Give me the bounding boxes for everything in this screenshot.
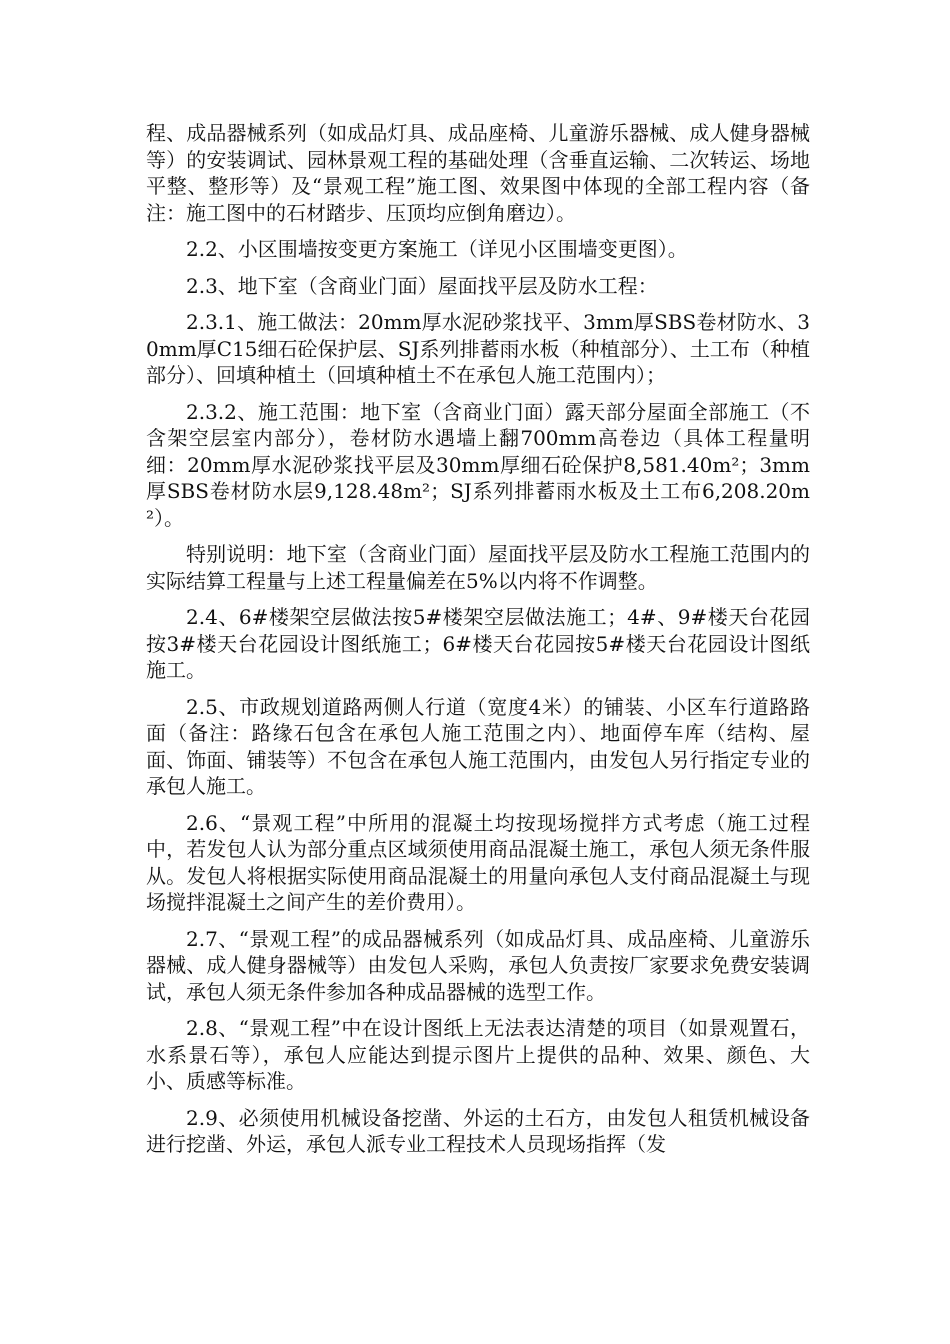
paragraph-2-8: 2.8、“景观工程”中在设计图纸上无法表达清楚的项目（如景观置石，水系景石等），承包人应能达到提示图片上提供的品种、效果、颜色、大小、质感等标准。 <box>146 1016 810 1093</box>
paragraph-2-3: 2.3、地下室（含商业门面）屋面找平层及防水工程： <box>186 273 658 298</box>
paragraph-2-6: 2.6、“景观工程”中所用的混凝土均按现场搅拌方式考虑（施工过程中，若发包人认为部分重点区域须使用商品混凝土施工，承包人须无条件服从。发包人将根据实际使用商品混凝土的用量向承包人支付商品混凝土与现场搅拌混凝土之间产生的差价费用）。 <box>146 810 810 914</box>
paragraph-2-3-1: 2.3.1、施工做法：20mm厚水泥砂浆找平、3mm厚SBS卷材防水、30mm厚C15细石砼保护层、SJ系列排蓄雨水板（种植部分）、土工布（种植部分）、回填种植土（回填种植土不在承包人施工范围内）； <box>146 310 810 387</box>
paragraph-2-9: 2.9、必须使用机械设备挖凿、外运的土石方，由发包人租赁机械设备进行挖凿、外运，承包人派专业工程技术人员现场指挥（发 <box>146 1105 810 1156</box>
paragraph-2-3-2: 2.3.2、施工范围：地下室（含商业门面）露天部分屋面全部施工（不含架空层室内部分），卷材防水遇墙上翻700mm高卷边（具体工程量明细：20mm厚水泥砂浆找平层及30mm厚细石砼保护8,581.40m²；3mm厚SBS卷材防水层9,128.48m²；SJ系列排蓄雨水板及土工布6,208.20m²）。 <box>146 399 810 530</box>
paragraph-2-7: 2.7、“景观工程”的成品器械系列（如成品灯具、成品座椅、儿童游乐器械、成人健身器械等）由发包人采购，承包人负责按厂家要求免费安装调试，承包人须无条件参加各种成品器械的选型工作。 <box>146 926 810 1004</box>
paragraph-2-4: 2.4、6#楼架空层做法按5#楼架空层做法施工；4#、9#楼天台花园按3#楼天台花园设计图纸施工；6#楼天台花园按5#楼天台花园设计图纸施工。 <box>146 605 810 682</box>
paragraph-2-2: 2.2、小区围墙按变更方案施工（详见小区围墙变更图）。 <box>186 237 688 261</box>
paragraph-special-note: 特别说明：地下室（含商业门面）屋面找平层及防水工程施工范围内的实际结算工程量与上述工程量偏差在5%以内将不作调整。 <box>146 542 810 593</box>
paragraph-continuation: 程、成品器械系列（如成品灯具、成品座椅、儿童游乐器械、成人健身器械等）的安装调试、园林景观工程的基础处理（含垂直运输、二次转运、场地平整、整形等）及“景观工程”施工图、效果图中体现的全部工程内容（备注：施工图中的石材踏步、压顶均应倒角磨边）。 <box>146 121 810 225</box>
paragraph-2-5: 2.5、市政规划道路两侧人行道（宽度4米）的铺装、小区车行道路路面（备注：路缘石包含在承包人施工范围之内）、地面停车库（结构、屋面、饰面、铺装等）不包含在承包人施工范围内，由发包人另行指定专业的承包人施工。 <box>146 694 810 798</box>
document-page <box>146 120 810 1168</box>
